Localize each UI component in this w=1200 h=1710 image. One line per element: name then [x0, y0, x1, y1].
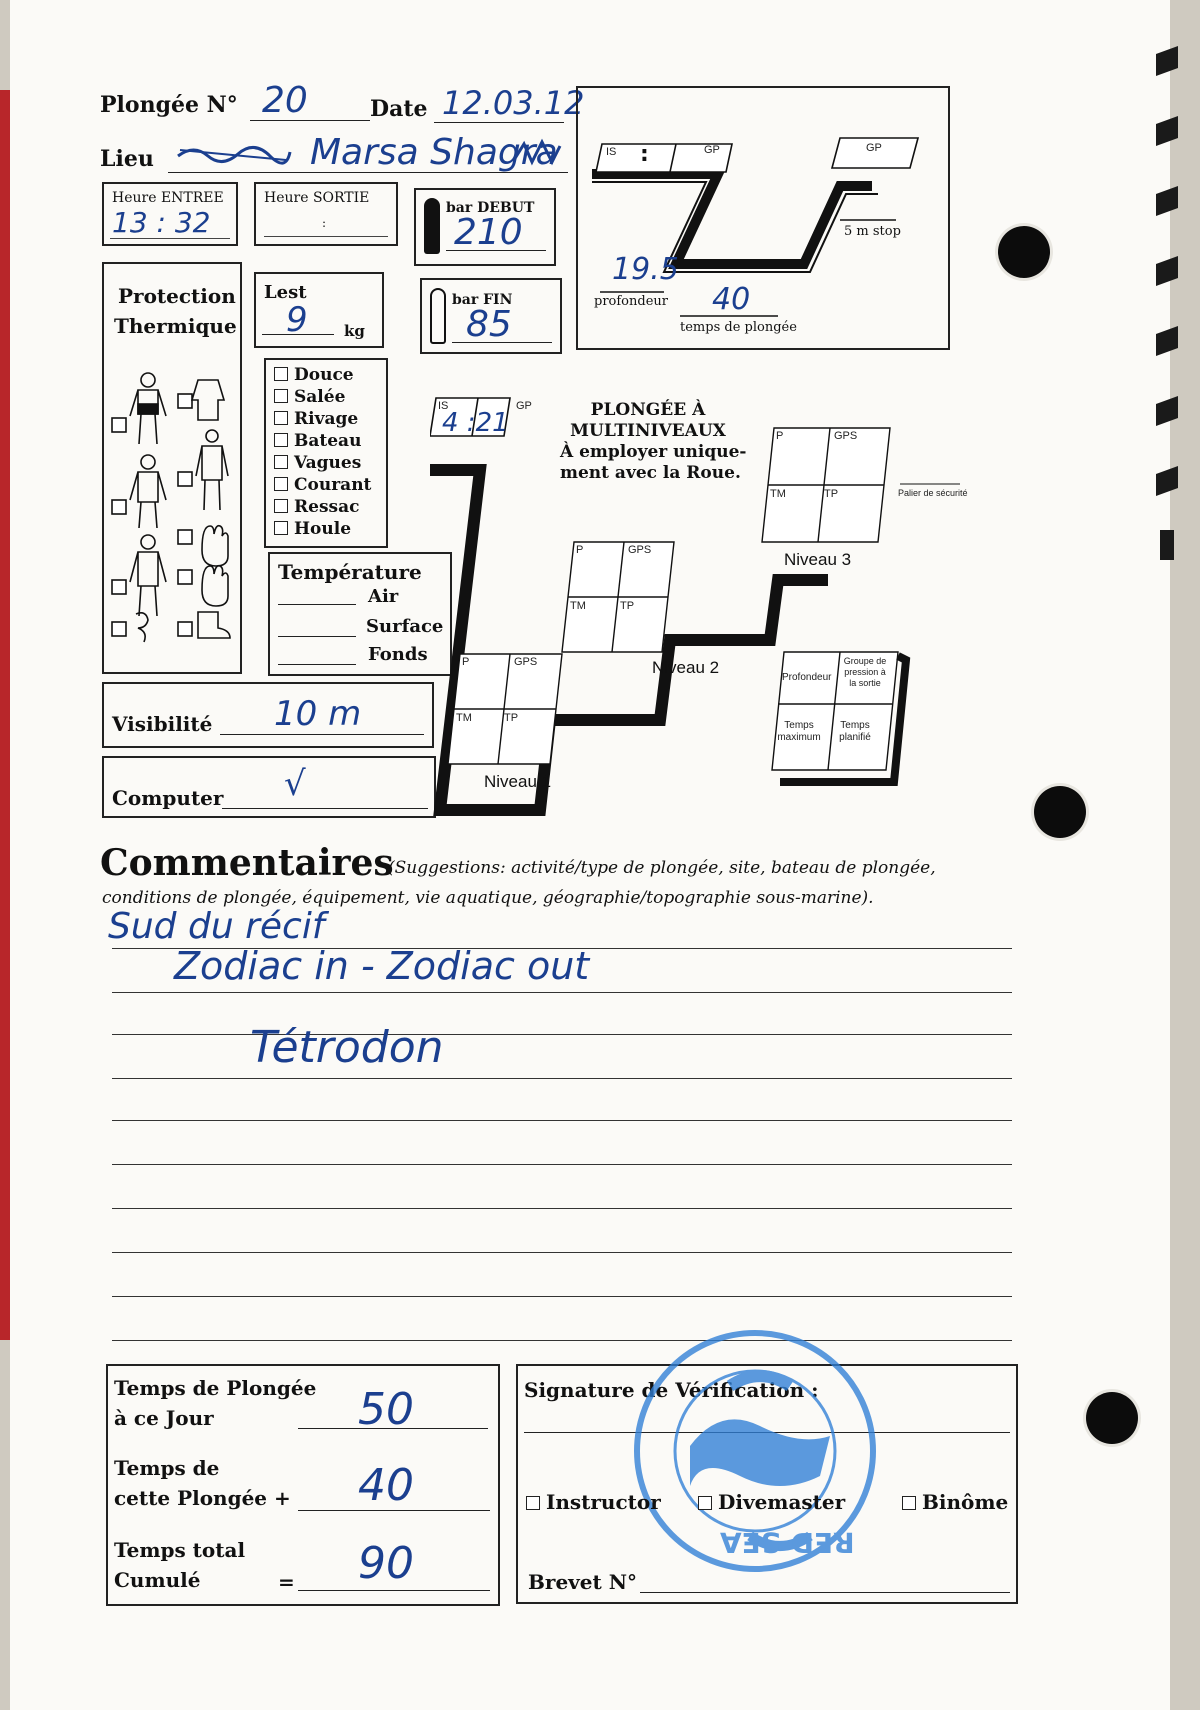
buddy-option[interactable]: Binôme [902, 1490, 1008, 1514]
profile-time-value[interactable]: 40 [712, 282, 751, 317]
verification-box [516, 1364, 1018, 1604]
temp-surface-label: Surface [366, 616, 444, 637]
scribble-strikeout [174, 142, 294, 162]
checkbox[interactable] [526, 1496, 540, 1510]
checkbox[interactable] [274, 521, 288, 535]
to-date-value[interactable]: 50 [358, 1384, 414, 1435]
temp-air-label: Air [368, 586, 399, 607]
ml-legend-planned-time: Temps planifié [839, 720, 871, 743]
temperature-box [268, 552, 452, 676]
total-label-1: Temps total [114, 1538, 246, 1562]
this-dive-value[interactable]: 40 [358, 1460, 414, 1511]
temperature-title: Température [278, 560, 422, 584]
ml-tp: TP [504, 712, 519, 724]
condition-courant[interactable]: Courant [274, 474, 371, 496]
dive-profile-box [576, 86, 950, 350]
signature-label: Signature de Vérification : [524, 1378, 819, 1402]
comment-line [112, 1034, 1012, 1035]
weight-value[interactable]: 9 [286, 300, 308, 340]
comments-hint-2: conditions de plongée, équipement, vie aquatique, géographie/topographie sous-marine). [102, 888, 874, 908]
condition-vagues[interactable]: Vagues [274, 452, 371, 474]
tank-empty-icon [430, 288, 446, 344]
entry-time-value[interactable]: 13 : 32 [112, 206, 211, 239]
profile-stop-label: 5 m stop [844, 224, 901, 239]
ml-p: P [776, 430, 784, 442]
binder-hole [998, 226, 1050, 278]
bar-start-box [414, 188, 556, 266]
ml-level-3: Niveau 3 [784, 550, 852, 569]
condition-douce[interactable]: Douce [274, 364, 371, 386]
exit-time-box [254, 182, 398, 246]
total-equals: = [278, 1570, 295, 1594]
multilevel-diagram [430, 390, 970, 820]
ml-p: P [576, 544, 584, 556]
binder-hole [1034, 786, 1086, 838]
condition-bateau[interactable]: Bateau [274, 430, 371, 452]
ml-legend-group: Groupe de pression à la sortie [843, 656, 887, 688]
checkbox[interactable] [274, 389, 288, 403]
profile-is-value[interactable]: : [640, 142, 649, 167]
to-date-label-1: Temps de Plongée [114, 1376, 317, 1400]
temp-bottom-label: Fonds [368, 644, 428, 665]
ml-level-2: Niveau 2 [652, 658, 720, 677]
computer-value[interactable]: √ [284, 764, 306, 804]
stamp-text: RED SEA [720, 1526, 855, 1559]
conditions-list [274, 364, 371, 540]
comment-line [112, 1252, 1012, 1253]
profile-gp-end-label: GP [866, 142, 882, 154]
dive-center-stamp [630, 1326, 880, 1576]
condition-salee[interactable]: Salée [274, 386, 371, 408]
thermal-protection-box [102, 262, 242, 674]
comment-line [112, 1296, 1012, 1297]
checkbox[interactable] [902, 1496, 916, 1510]
date-label: Date [370, 96, 428, 122]
comments-hint-1: (Suggestions: activité/type de plongée, site, bateau de plongée, [388, 858, 936, 878]
comment-line [112, 1078, 1012, 1079]
ml-legend-max-time: Temps maximum [777, 720, 821, 743]
ml-p: P [462, 656, 470, 668]
suit-icons [110, 360, 240, 660]
ml-tp: TP [824, 488, 839, 500]
bar-start-value[interactable]: 210 [454, 212, 523, 253]
ml-tm: TM [770, 488, 786, 500]
profile-gp-label: GP [704, 144, 720, 156]
weight-unit: kg [344, 322, 365, 340]
bar-end-label: bar FIN [452, 292, 513, 308]
thermal-label-2: Thermique [114, 314, 237, 338]
bar-start-label: bar DEBUT [446, 200, 535, 216]
dive-profile-diagram [578, 88, 948, 348]
checkbox[interactable] [274, 499, 288, 513]
instructor-option[interactable]: Instructor [526, 1490, 661, 1514]
ml-is-label: IS [438, 400, 449, 412]
profile-is-label: IS [606, 146, 617, 158]
profile-depth-label: profondeur [594, 294, 668, 309]
checkbox[interactable] [698, 1496, 712, 1510]
ml-level-1: Niveau 1 [484, 772, 552, 791]
dive-time-totals-box [106, 1364, 500, 1606]
profile-depth-value[interactable]: 19.5 [612, 252, 679, 287]
comment-text-2[interactable]: Zodiac in - Zodiac out [174, 944, 590, 988]
this-dive-label-1: Temps de [114, 1456, 220, 1480]
condition-ressac[interactable]: Ressac [274, 496, 371, 518]
divemaster-option[interactable]: Divemaster [698, 1490, 845, 1514]
condition-houle[interactable]: Houle [274, 518, 371, 540]
bar-end-box [420, 278, 562, 354]
comment-line [112, 992, 1012, 993]
place-value[interactable]: Marsa Shagra [310, 132, 558, 173]
ml-tm: TM [456, 712, 472, 724]
date-line [434, 122, 564, 123]
ml-tp: TP [620, 600, 635, 612]
ml-title: PLONGÉE À MULTINIVEAUX À employer unique- ment avec la Roue. [560, 400, 747, 483]
ml-gps: GPS [628, 544, 652, 556]
logbook-page [10, 0, 1170, 1710]
checkbox[interactable] [274, 411, 288, 425]
comment-text-3[interactable]: Tétrodon [250, 1022, 444, 1073]
profile-time-label: temps de plongée [680, 320, 797, 335]
computer-label: Computer [112, 786, 224, 810]
entry-time-box [102, 182, 238, 246]
visibility-label: Visibilité [112, 712, 213, 736]
ml-gps: GPS [834, 430, 858, 442]
to-date-label-2: à ce Jour [114, 1406, 214, 1430]
checkbox[interactable] [274, 433, 288, 447]
comment-line [112, 1208, 1012, 1209]
weight-box [254, 272, 384, 348]
bar-end-value[interactable]: 85 [466, 304, 512, 345]
visibility-value[interactable]: 10 m [274, 694, 362, 734]
binder-hole [1086, 1392, 1138, 1444]
tank-full-icon [424, 198, 440, 254]
entry-time-label: Heure ENTREE [112, 190, 224, 206]
comment-line [112, 1120, 1012, 1121]
comment-text-1[interactable]: Sud du récif [108, 906, 325, 947]
place-label: Lieu [100, 146, 154, 172]
binder-edge [0, 90, 10, 1340]
scribble-strikeout [510, 138, 564, 168]
total-value[interactable]: 90 [358, 1538, 414, 1589]
exit-time-value[interactable]: : [322, 216, 327, 230]
visibility-box [102, 682, 434, 748]
dive-number-value[interactable]: 20 [262, 80, 308, 121]
ml-gps: GPS [514, 656, 538, 668]
thermal-label-1: Protection [118, 284, 236, 308]
page-edge-tabs [1152, 50, 1182, 610]
dive-number-label: Plongée N° [100, 92, 238, 118]
conditions-box [264, 358, 388, 548]
brevet-label: Brevet N° [528, 1570, 637, 1594]
computer-box [102, 756, 436, 818]
ml-tm: TM [570, 600, 586, 612]
this-dive-label-2: cette Plongée + [114, 1486, 291, 1510]
checkbox[interactable] [274, 367, 288, 381]
ml-is-value[interactable]: 4 :21 [442, 408, 509, 438]
ml-safety-stop: Palier de sécurité [898, 488, 968, 498]
exit-time-label: Heure SORTIE [264, 190, 370, 206]
comment-line [112, 1164, 1012, 1165]
date-value[interactable]: 12.03.12 [442, 84, 585, 122]
ml-gp-label: GP [516, 400, 532, 412]
comments-title: Commentaires [100, 842, 394, 884]
total-label-2: Cumulé [114, 1568, 201, 1592]
checkbox[interactable] [274, 455, 288, 469]
weight-label: Lest [264, 282, 307, 303]
condition-rivage[interactable]: Rivage [274, 408, 371, 430]
checkbox[interactable] [274, 477, 288, 491]
ml-legend-depth: Profondeur [782, 672, 832, 683]
